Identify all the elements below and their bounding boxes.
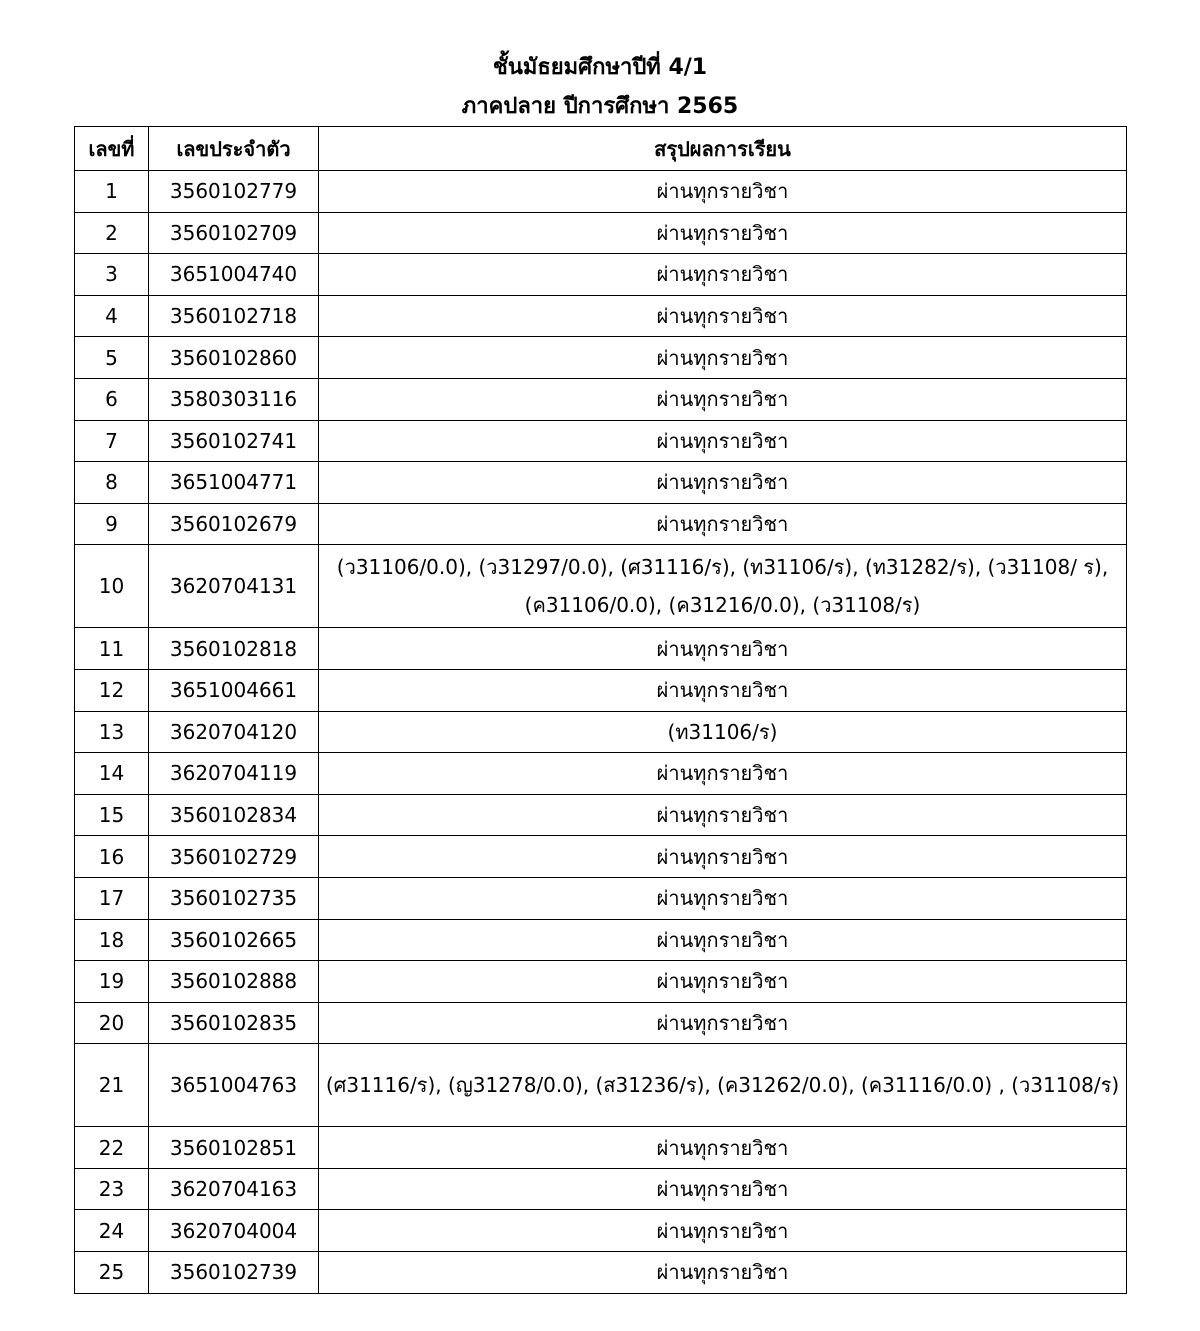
row-number: 1 bbox=[75, 171, 149, 213]
row-number: 14 bbox=[75, 753, 149, 795]
student-id: 3560102739 bbox=[149, 1252, 319, 1294]
table-row bbox=[75, 1210, 1127, 1252]
table-row bbox=[75, 711, 1127, 753]
table-row bbox=[75, 1168, 1127, 1210]
row-number: 23 bbox=[75, 1168, 149, 1210]
result-summary: ผ่านทุกรายวิชา bbox=[319, 628, 1127, 670]
row-number: 15 bbox=[75, 794, 149, 836]
table-row bbox=[75, 1044, 1127, 1127]
table-row bbox=[75, 836, 1127, 878]
result-summary: ผ่านทุกรายวิชา bbox=[319, 295, 1127, 337]
result-summary: ผ่านทุกรายวิชา bbox=[319, 254, 1127, 296]
table-row bbox=[75, 794, 1127, 836]
column-header-student-id: เลขประจำตัว bbox=[149, 127, 319, 171]
student-id: 3651004763 bbox=[149, 1044, 319, 1127]
page-title: ชั้นมัธยมศึกษาปีที่ 4/1 bbox=[492, 55, 708, 80]
table-header-row bbox=[75, 127, 1127, 171]
table-row bbox=[75, 961, 1127, 1003]
table-row bbox=[75, 669, 1127, 711]
result-summary: ผ่านทุกรายวิชา bbox=[319, 1252, 1127, 1294]
result-summary: (ว31106/0.0), (ว31297/0.0), (ศ31116/ร), (ท31106/ร), (ท31282/ร), (ว31108/ ร), (ค31106/0.0), (ค31216/0.0), (ว31108/ร) bbox=[319, 545, 1127, 628]
table-row bbox=[75, 503, 1127, 545]
result-summary: ผ่านทุกรายวิชา bbox=[319, 1127, 1127, 1169]
table-row bbox=[75, 337, 1127, 379]
student-id: 3580303116 bbox=[149, 378, 319, 420]
column-header-number: เลขที่ bbox=[75, 127, 149, 171]
student-id: 3620704163 bbox=[149, 1168, 319, 1210]
row-number: 9 bbox=[75, 503, 149, 545]
result-summary: (ศ31116/ร), (ญ31278/0.0), (ส31236/ร), (ค31262/0.0), (ค31116/0.0) , (ว31108/ร) bbox=[319, 1044, 1127, 1127]
row-number: 25 bbox=[75, 1252, 149, 1294]
row-number: 20 bbox=[75, 1002, 149, 1044]
table-row bbox=[75, 628, 1127, 670]
row-number: 6 bbox=[75, 378, 149, 420]
table-row bbox=[75, 1252, 1127, 1294]
result-summary: (ท31106/ร) bbox=[319, 711, 1127, 753]
result-summary: ผ่านทุกรายวิชา bbox=[319, 961, 1127, 1003]
table-row bbox=[75, 462, 1127, 504]
table-row bbox=[75, 919, 1127, 961]
row-number: 18 bbox=[75, 919, 149, 961]
result-summary: ผ่านทุกรายวิชา bbox=[319, 919, 1127, 961]
table-row bbox=[75, 378, 1127, 420]
student-id: 3651004661 bbox=[149, 669, 319, 711]
student-id: 3560102735 bbox=[149, 877, 319, 919]
row-number: 19 bbox=[75, 961, 149, 1003]
student-id: 3560102818 bbox=[149, 628, 319, 670]
table-row bbox=[75, 545, 1127, 628]
row-number: 5 bbox=[75, 337, 149, 379]
result-summary: ผ่านทุกรายวิชา bbox=[319, 212, 1127, 254]
result-summary: ผ่านทุกรายวิชา bbox=[319, 1168, 1127, 1210]
row-number: 24 bbox=[75, 1210, 149, 1252]
row-number: 11 bbox=[75, 628, 149, 670]
row-number: 22 bbox=[75, 1127, 149, 1169]
row-number: 7 bbox=[75, 420, 149, 462]
student-id: 3560102729 bbox=[149, 836, 319, 878]
student-id: 3560102665 bbox=[149, 919, 319, 961]
student-id: 3560102679 bbox=[149, 503, 319, 545]
page-subtitle: ภาคปลาย ปีการศึกษา 2565 bbox=[461, 94, 739, 119]
result-summary: ผ่านทุกรายวิชา bbox=[319, 669, 1127, 711]
student-id: 3560102834 bbox=[149, 794, 319, 836]
table-row bbox=[75, 295, 1127, 337]
table-row bbox=[75, 171, 1127, 213]
row-number: 17 bbox=[75, 877, 149, 919]
student-id: 3620704120 bbox=[149, 711, 319, 753]
result-summary: ผ่านทุกรายวิชา bbox=[319, 462, 1127, 504]
student-id: 3560102835 bbox=[149, 1002, 319, 1044]
result-summary: ผ่านทุกรายวิชา bbox=[319, 503, 1127, 545]
row-number: 12 bbox=[75, 669, 149, 711]
row-number: 13 bbox=[75, 711, 149, 753]
student-id: 3620704119 bbox=[149, 753, 319, 795]
row-number: 4 bbox=[75, 295, 149, 337]
column-header-summary: สรุปผลการเรียน bbox=[319, 127, 1127, 171]
table-row bbox=[75, 753, 1127, 795]
result-summary: ผ่านทุกรายวิชา bbox=[319, 378, 1127, 420]
result-summary: ผ่านทุกรายวิชา bbox=[319, 420, 1127, 462]
table-row bbox=[75, 1127, 1127, 1169]
table-body bbox=[75, 171, 1127, 1294]
row-number: 16 bbox=[75, 836, 149, 878]
table-row bbox=[75, 1002, 1127, 1044]
table-row bbox=[75, 212, 1127, 254]
results-table bbox=[74, 126, 1127, 1294]
table-row bbox=[75, 254, 1127, 296]
student-id: 3560102860 bbox=[149, 337, 319, 379]
result-summary: ผ่านทุกรายวิชา bbox=[319, 337, 1127, 379]
student-id: 3560102851 bbox=[149, 1127, 319, 1169]
row-number: 3 bbox=[75, 254, 149, 296]
row-number: 10 bbox=[75, 545, 149, 628]
row-number: 2 bbox=[75, 212, 149, 254]
student-id: 3620704004 bbox=[149, 1210, 319, 1252]
student-id: 3560102709 bbox=[149, 212, 319, 254]
student-id: 3651004771 bbox=[149, 462, 319, 504]
row-number: 8 bbox=[75, 462, 149, 504]
student-id: 3560102779 bbox=[149, 171, 319, 213]
student-id: 3560102741 bbox=[149, 420, 319, 462]
table-row bbox=[75, 420, 1127, 462]
student-id: 3560102888 bbox=[149, 961, 319, 1003]
student-id: 3651004740 bbox=[149, 254, 319, 296]
result-summary: ผ่านทุกรายวิชา bbox=[319, 794, 1127, 836]
result-summary: ผ่านทุกรายวิชา bbox=[319, 1002, 1127, 1044]
result-summary: ผ่านทุกรายวิชา bbox=[319, 1210, 1127, 1252]
result-summary: ผ่านทุกรายวิชา bbox=[319, 171, 1127, 213]
row-number: 21 bbox=[75, 1044, 149, 1127]
result-summary: ผ่านทุกรายวิชา bbox=[319, 836, 1127, 878]
student-id: 3560102718 bbox=[149, 295, 319, 337]
table-row bbox=[75, 877, 1127, 919]
student-id: 3620704131 bbox=[149, 545, 319, 628]
result-summary: ผ่านทุกรายวิชา bbox=[319, 877, 1127, 919]
result-summary: ผ่านทุกรายวิชา bbox=[319, 753, 1127, 795]
